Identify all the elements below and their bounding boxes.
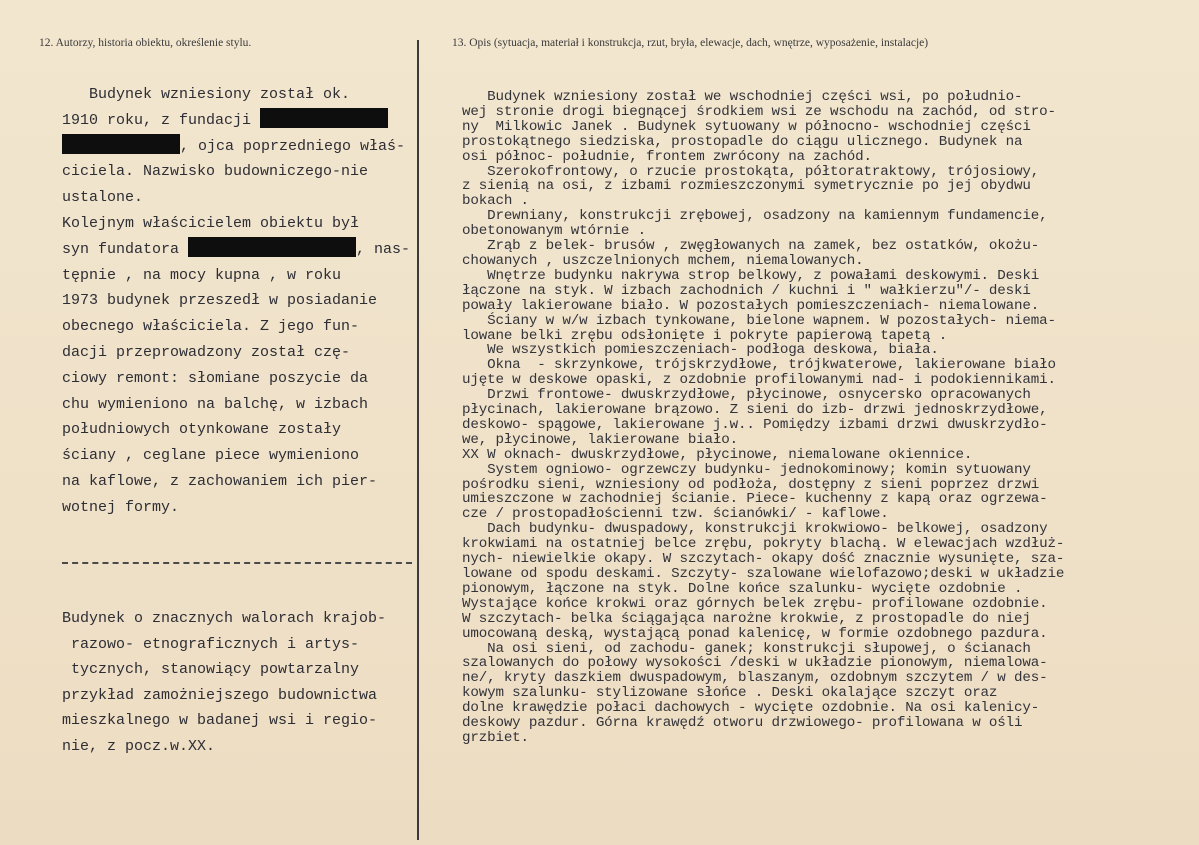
text-line: chu wymieniono na balchę, w izbach [62,395,369,413]
text-line: tycznych, stanowiący powtarzalny [62,661,360,679]
text-line: Budynek o znacznych walorach krajob- [62,610,387,627]
description-line: chowanych , uszczelnionych mchem, niemalowanych. [462,252,864,269]
description-line: pionowym, łączone na styk. Dolne końce szalunku- wycięte ozdobnie . [462,580,1023,597]
description-line: Wnętrze budynku nakrywa strop belkowy, z powałami deskowymi. Deski [462,267,1040,284]
section-12-header: 12. Autorzy, historia obiektu, określenie stylu. [39,37,252,49]
description-line: szalowanych do połowy wysokości /deski w układzie pionowym, niemalowa- [462,655,1048,672]
description-line: dolne krawędzie połaci dachowych - wycięte ozdobnie. Na osi kalenicy- [462,700,1040,717]
description-line: łączone na styk. W izbach zachodnich / kuchni i " wałkierzu"/- deski [462,282,1031,299]
description-line: Szerokofrontowy, o rzucie prostokąta, półtoratraktowy, trójosiowy, [462,163,1040,180]
description-line: we, płycinowe, lakierowane biało. [462,431,739,448]
text-line: obecnego właściciela. Z jego fun- [62,318,360,336]
description-line: bokach . [462,193,529,210]
redaction-block [62,134,180,154]
description-line: Ściany w w/w izbach tynkowane, bielone wapnem. W pozostałych- niema- [462,312,1056,329]
description-line: grzbiet. [462,729,529,746]
description-line: Budynek wzniesiony został we wschodniej części wsi, po południo- [462,89,1023,105]
description-line: umieszczone w zachodniej ścianie. Piece- kuchenny z kapą oraz ogrzewa- [462,491,1048,508]
description-line: lowane belki zrębu odsłonięte i pokryte papierową tapetą . [462,327,948,344]
history-paragraph [62,82,422,521]
text-line: ciowy remont: słomiane poszycie da [62,369,369,387]
description-line: deskowy pazdur. Górna krawędź otworu drzwiowego- profilowana w ośli [462,715,1023,732]
redaction-block [260,108,388,128]
description-line: cze / prostopadłościenni tzw. ścianówki/ - kaflowe. [462,506,889,523]
description-line: pośrodku sieni, wzniesiony od podłoża, dostępny z sieni poprzez drzwi [462,476,1040,493]
text-line: nie, z pocz.w.XX. [62,737,216,755]
description-line: Wystające końce krokwi oraz górnych belek zrębu- profilowane ozdobnie. [462,595,1048,612]
text-line: mieszkalnego w badanej wsi i regio- [62,712,378,730]
text-line: ustalone. [62,189,144,207]
description-line: prostokątnego siedziska, prostopadle do ciągu ulicznego. Budynek na [462,133,1023,150]
section-13-header: 13. Opis (sytuacja, materiał i konstrukcja, rzut, bryła, elewacje, dach, wnętrze, wyposażenie, instalacje) [452,37,929,49]
text-line: dacji przeprowadzony został czę- [62,343,351,361]
redaction-block [188,237,356,257]
text-line: Kolejnym właścicielem obiektu był [62,214,360,232]
description-line: osi północ- południe, frontem zwrócony na zachód. [462,148,872,165]
description-line: Okna - skrzynkowe, trójskrzydłowe, trójkwaterowe, lakierowane biało [462,357,1056,374]
description-line: krokwiami na ostatniej belce zrębu, pokryty blachą. W elewacjach wzdłuż- [462,536,1065,553]
dashed-separator [62,562,412,564]
description-line: Drewniany, konstrukcji zrębowej, osadzony na kamiennym fundamencie, [462,208,1048,225]
text-line: tępnie , na mocy kupna , w roku [62,266,342,284]
description-line: Dach budynku- dwuspadowy, konstrukcji krokwiowo- belkowej, osadzony [462,521,1048,538]
description-line: W szczytach- belka ściągająca narożne krokwie, z prostopadle do niej [462,610,1031,627]
description-line: ujęte w deskowe opaski, z ozdobnie profilowanymi nad- i podokiennikami. [462,372,1056,389]
description-line: płycinach, lakierowane brązowo. Z sieni do izb- drzwi jednoskrzydłowe, [462,402,1048,419]
description-line: deskowo- spągowe, lakierowane j.w.. Pomiędzy izbami drzwi dwuskrzydło- [462,416,1048,433]
description-line: System ogniowo- ogrzewczy budynku- jednokominowy; komin sytuowany [462,461,1031,478]
description-line: powały lakierowane biało. W pozostałych pomieszczeniach- niemalowane. [462,297,1040,314]
description-line: We wszystkich pomieszczeniach- podłoga deskowa, biała. [462,342,939,359]
description-line: XX W oknach- dwuskrzydłowe, płycinowe, niemalowane okiennice. [462,446,973,463]
text-line: syn fundatora [62,240,189,258]
text-line: ciciela. Nazwisko budowniczego-nie [62,163,369,181]
style-assessment-paragraph [62,606,432,760]
text-line: 1973 budynek przeszedł w posiadanie [62,292,378,310]
description-line: kowym szalunku- stylizowane słońce . Deski okalające szczyt oraz [462,685,998,702]
description-line: obetonowanym wtórnie . [462,223,647,240]
text-line: przykład zamożniejszego budownictwa [62,686,378,704]
description-line: wej stronie drogi biegnącej środkiem wsi ze wschodu na zachód, od stro- [462,103,1056,120]
description-body [462,90,1197,746]
description-line: ny Milkowic Janek . Budynek sytuowany w północno- wschodniej części [462,118,1031,135]
text-line: wotnej formy. [62,498,180,516]
text-line: 1910 roku, z fundacji [62,111,261,129]
text-line: razowo- etnograficznych i artys- [62,635,360,653]
description-line: ne/, kryty daszkiem dwuspadowym, blaszanym, ozdobnym szczytem / w des- [462,670,1048,687]
text-line: południowych otynkowane zostały [62,421,342,439]
text-line: ściany , ceglane piece wymieniono [62,447,360,465]
description-line: Drzwi frontowe- dwuskrzydłowe, płycinowe, osnycersko opracowanych [462,387,1031,404]
text-line: na kaflowe, z zachowaniem ich pier- [62,472,378,490]
description-line: nych- niewielkie okapy. W szczytach- okapy dość znacznie wysunięte, sza- [462,551,1065,568]
description-line: umocowaną deską, wystającą ponad kalenicę, w formie ozdobnego pazdura. [462,625,1048,642]
text-line: Budynek wzniesiony został ok. [62,86,351,103]
description-line: lowane od spodu deskami. Szczyty- szalowane wielofazowo;deski w układzie [462,566,1065,582]
text-line: , ojca poprzedniego właś- [180,137,406,155]
description-line: Na osi sieni, od zachodu- ganek; konstrukcji słupowej, o ścianach [462,640,1031,657]
description-line: z sienią na osi, z izbami rozmieszczonymi symetrycznie po jej obydwu [462,178,1031,195]
text-line: , nas- [356,240,411,258]
description-line: Zrąb z belek- brusów , zwęgłowanych na zamek, bez ostatków, okożu- [462,238,1040,255]
